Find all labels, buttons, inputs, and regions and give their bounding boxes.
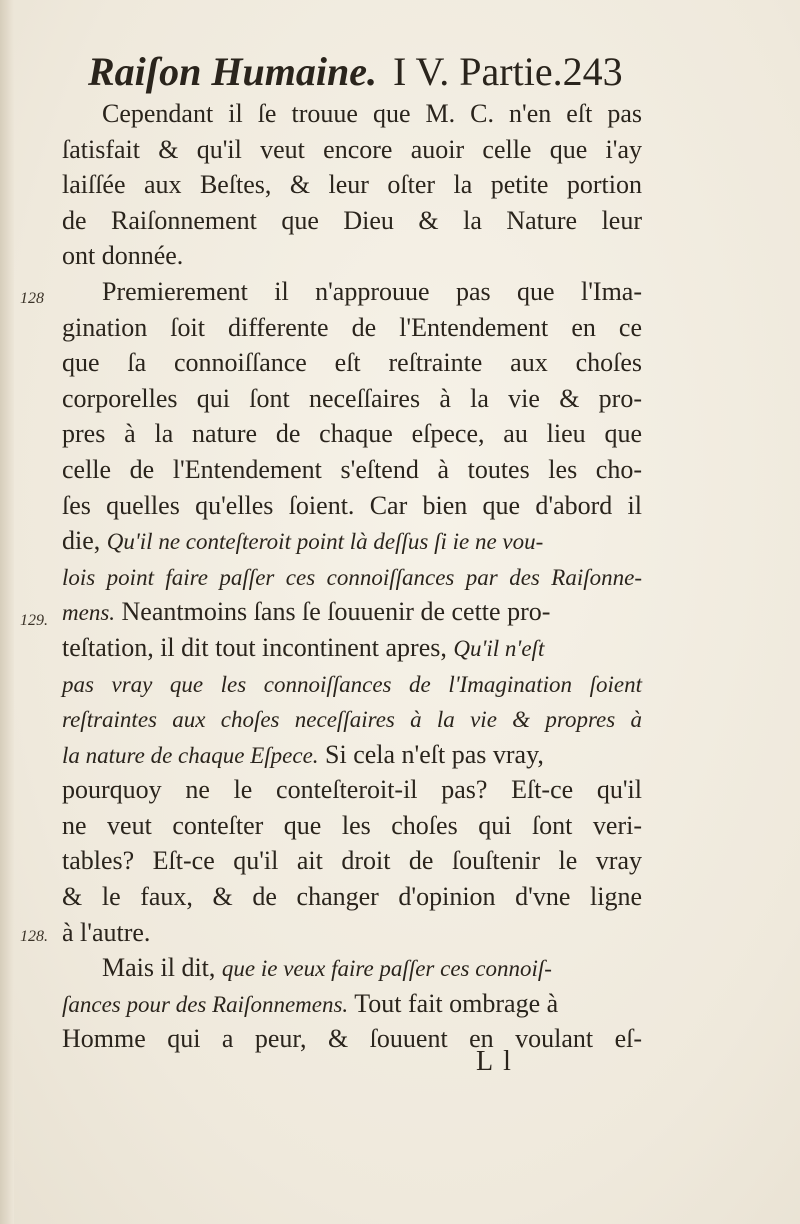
- italic-quote: reſtraintes aux choſes neceſſaires à la vie & propres à: [62, 707, 642, 733]
- text-line: [62, 630, 642, 666]
- text-line: & le faux, & de changer d'opinion d'vne ligne: [62, 882, 642, 912]
- running-title: Raiſon Humaine.: [88, 49, 377, 94]
- text-line: ſes quelles qu'elles ſoient. Car bien que d'abord il: [62, 490, 642, 520]
- text-line: ſatisfait & qu'il veut encore auoir celle que i'ay: [62, 134, 642, 164]
- italic-quote: pas vray que les connoiſſances de l'Imagination ſoient: [62, 671, 642, 697]
- text-run: Neantmoins ſans ſe ſouuenir de cette pro-: [115, 597, 551, 627]
- text-line: laiſſée aux Beſtes, & leur oſter la petite portion: [62, 170, 642, 200]
- text-line: de Raiſonnement que Dieu & la Nature leur: [62, 205, 642, 235]
- italic-quote: Qu'il n'eſt: [453, 635, 545, 661]
- text-line: tables? Eſt-ce qu'il ait droit de ſouſtenir le vray: [62, 846, 642, 876]
- text-line: corporelles qui ſont neceſſaires à la vie & pro-: [62, 383, 642, 413]
- italic-quote: lois point faire paſſer ces connoiſſances par des Raiſonne-: [62, 564, 642, 590]
- italic-quote: la nature de chaque Eſpece.: [62, 742, 319, 768]
- italic-quote: Qu'il ne conteſteroit point là deſſus ſi ie ne vou-: [106, 529, 544, 555]
- text-run: teſtation, il dit tout incontinent apres,: [62, 632, 454, 662]
- text-line: celle de l'Entendement s'eſtend à toutes les cho-: [62, 454, 642, 484]
- text-line: [62, 559, 642, 595]
- text-line: Premierement il n'approuue pas que l'Ima-: [102, 276, 642, 306]
- text-line: à l'autre.: [62, 917, 151, 947]
- text-line: [62, 950, 642, 986]
- part-label: I V. Partie.: [392, 49, 563, 94]
- text-run: Si cela n'eſt pas vray,: [318, 739, 544, 769]
- text-line: pres à la nature de chaque eſpece, au lieu que: [62, 419, 642, 449]
- text-line: que ſa connoiſſance eſt reſtrainte aux choſes: [62, 348, 642, 378]
- text-run: Tout fait ombrage à: [348, 988, 559, 1018]
- text-line: ne veut conteſter que les choſes qui ſont veri-: [62, 810, 642, 840]
- text-line: ont donnée.: [62, 241, 184, 271]
- page-number: 243: [562, 49, 623, 94]
- text-line: pourquoy ne le conteſteroit-il pas? Eſt-ce qu'il: [62, 775, 642, 805]
- italic-quote: ſances pour des Raiſonnemens.: [62, 991, 349, 1017]
- text-line: [62, 701, 642, 737]
- text-line: gination ſoit differente de l'Entendement en ce: [62, 312, 642, 342]
- text-run: die,: [62, 526, 107, 556]
- text-line: [62, 986, 642, 1022]
- text-line: [62, 523, 642, 559]
- italic-quote: que ie veux faire paſſer ces connoiſ-: [221, 956, 552, 982]
- margin-note: 129.: [20, 612, 48, 629]
- text-line: Cependant il ſe trouue que M. C. n'en eſt pas: [102, 99, 642, 128]
- text-line: [62, 666, 642, 702]
- margin-note: 128.: [20, 928, 48, 945]
- italic-quote: mens.: [62, 600, 116, 626]
- text-line: Homme qui a peur, & ſouuent en voulant eſ-: [62, 1024, 642, 1054]
- page-gutter: [0, 0, 14, 1224]
- text-run: Mais il dit,: [102, 953, 222, 983]
- text-line: [62, 737, 642, 773]
- body-text: [62, 96, 642, 1057]
- text-line: [62, 594, 642, 630]
- margin-note: 128: [20, 290, 44, 307]
- signature-mark: L l: [476, 1046, 513, 1077]
